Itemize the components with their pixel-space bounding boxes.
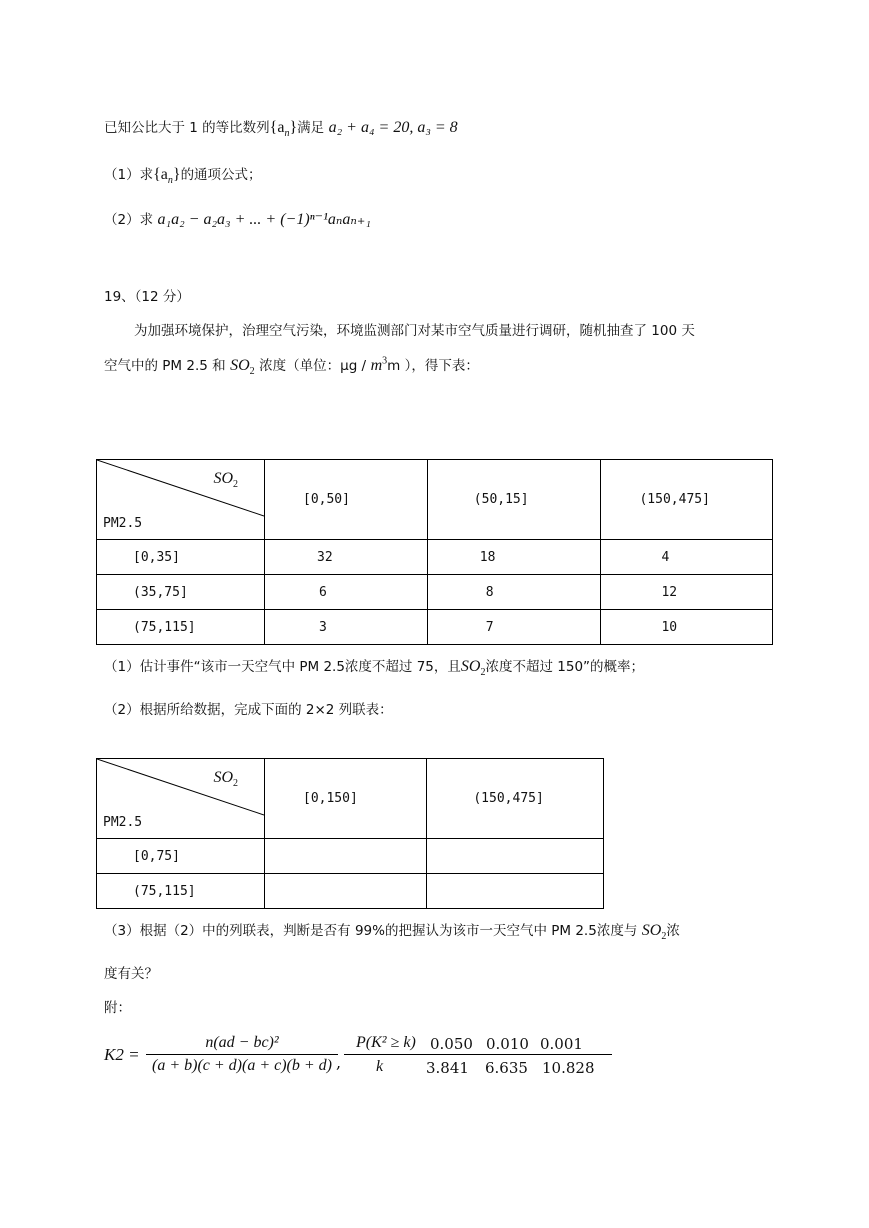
seq-sub: n [284, 128, 290, 140]
table-cell: 6 [265, 575, 428, 610]
table2-corner-cell [97, 759, 265, 839]
row-label: [0,35] [97, 540, 265, 575]
so2-text: SO [230, 357, 250, 374]
row-label: (75,115] [97, 874, 265, 909]
para2-a: 空气中的 PM 2.5 和 [104, 358, 226, 374]
ref-value: 0.001 [540, 1035, 583, 1053]
formula-denominator: (a + b)(c + d)(a + c)(b + d) [151, 1057, 332, 1074]
part2-prefix: （2）求 [104, 212, 154, 228]
ref-value: 0.010 [486, 1035, 529, 1053]
q1-so-text: SO [460, 658, 481, 675]
formula-fraction [146, 1034, 338, 1075]
question-2: （2）根据所给数据，完成下面的 2×2 列联表： [104, 702, 393, 718]
part1-prefix: （1）求 [104, 167, 154, 183]
problem19-header: 19、（12 分） [104, 289, 190, 305]
seq-open: {a [269, 119, 285, 136]
q3-so-text: SO [641, 922, 662, 939]
table-row [97, 839, 604, 874]
empty-cell [265, 874, 427, 909]
ref-row2-label: k [376, 1058, 384, 1075]
table-cell: 12 [601, 575, 773, 610]
m-sup: 3 [382, 355, 388, 367]
q1-b: 浓度不超过 150”的概率； [485, 659, 645, 675]
ref-row-prob [344, 1034, 612, 1054]
so2-symbol [230, 357, 255, 378]
corner-col-text: SO [213, 470, 233, 487]
table-row [97, 540, 773, 575]
corner-col-text: SO [213, 769, 233, 786]
part1-seq-open: {a [153, 166, 168, 183]
table-row [97, 575, 773, 610]
empty-cell [265, 839, 427, 874]
sequence-symbol [269, 119, 298, 140]
ref-value: 3.841 [426, 1059, 469, 1077]
ref-row1-label: P(K² ≥ k) [356, 1034, 416, 1051]
critical-value-table [344, 1034, 612, 1077]
problem-intro [104, 116, 458, 139]
table-cell: 3 [265, 610, 428, 645]
problem-part1 [104, 163, 262, 186]
intro-text: 已知公比大于 1 的等比数列 [104, 120, 270, 136]
table2-corner-row: PM2.5 [103, 815, 143, 830]
question-1 [104, 655, 644, 678]
empty-cell [427, 874, 604, 909]
contingency-table [96, 758, 604, 909]
problem19-para1: 为加强环境保护，治理空气污染，环境监测部门对某市空气质量进行调研，随机抽查了 100 天 [134, 323, 695, 339]
q3-so2 [641, 922, 667, 943]
part1-suffix: 的通项公式； [180, 167, 262, 183]
part1-seq [153, 166, 181, 187]
table1-col-header: [0,50] [265, 460, 428, 540]
intro-mid: 满足 [297, 120, 325, 136]
table2-col-header: [0,150] [265, 759, 427, 839]
row-label: (75,115] [97, 610, 265, 645]
intro-condition: a₂ + a₄ = 20, a₃ = 8 [328, 119, 458, 136]
seq-close: } [289, 119, 298, 136]
ref-value: 0.050 [430, 1035, 473, 1053]
table-row [97, 874, 604, 909]
appendix-label: 附： [104, 1000, 131, 1016]
q3-so-sub: 2 [661, 931, 667, 943]
table1-corner-row: PM2.5 [103, 516, 143, 531]
para2-c: m ），得下表： [387, 358, 479, 374]
so2-sub: 2 [249, 366, 255, 378]
formula-comma: , [336, 1053, 342, 1072]
problem-part2 [104, 208, 371, 229]
row-label: (35,75] [97, 575, 265, 610]
row-label: [0,75] [97, 839, 265, 874]
table-cell: 7 [427, 610, 601, 645]
table2-corner-col [213, 769, 238, 789]
q1-a: （1）估计事件“该市一天空气中 PM 2.5浓度不超过 75，且 [104, 659, 461, 675]
part1-seq-sub: n [167, 175, 173, 187]
q1-so2 [460, 658, 486, 679]
para2-b: 浓度（单位：μg / [259, 358, 367, 374]
part1-seq-close: } [172, 166, 181, 183]
problem19-para2 [104, 354, 479, 377]
corner-col-sub: 2 [233, 778, 238, 790]
formula-numerator: n(ad − bc)² [205, 1034, 279, 1051]
empty-cell [427, 839, 604, 874]
table1-col-header: (50,15] [427, 460, 601, 540]
corner-col-sub: 2 [233, 479, 238, 491]
table-cell: 10 [601, 610, 773, 645]
q3-b: 浓 [666, 923, 680, 939]
ref-value: 6.635 [485, 1059, 528, 1077]
q1-so-sub: 2 [480, 667, 486, 679]
table-row [97, 610, 773, 645]
table2-col-header: (150,475] [427, 759, 604, 839]
table1-corner-cell [97, 460, 265, 540]
question-3-cont: 度有关？ [104, 966, 158, 982]
table-cell: 8 [427, 575, 601, 610]
ref-row-k [344, 1055, 612, 1077]
table2-header-row [97, 759, 604, 839]
q3-a: （3）根据（2）中的列联表，判断是否有 99%的把握认为该市一天空气中 PM 2.5浓度与 [104, 923, 638, 939]
part2-expression: a₁a₂ − a₂a₃ + ... + (−1)ⁿ⁻¹aₙaₙ₊₁ [157, 211, 371, 228]
table-cell: 32 [265, 540, 428, 575]
table-cell: 4 [601, 540, 773, 575]
data-table-1 [96, 459, 773, 645]
table1-col-header: (150,475] [601, 460, 773, 540]
formula-lhs: K2 = [104, 1045, 140, 1064]
m-text: m [370, 357, 383, 374]
table-cell: 18 [427, 540, 601, 575]
table1-corner-col [213, 470, 238, 490]
ref-value: 10.828 [542, 1059, 595, 1077]
m3-symbol [371, 357, 388, 374]
question-3 [104, 919, 680, 942]
table1-header-row [97, 460, 773, 540]
